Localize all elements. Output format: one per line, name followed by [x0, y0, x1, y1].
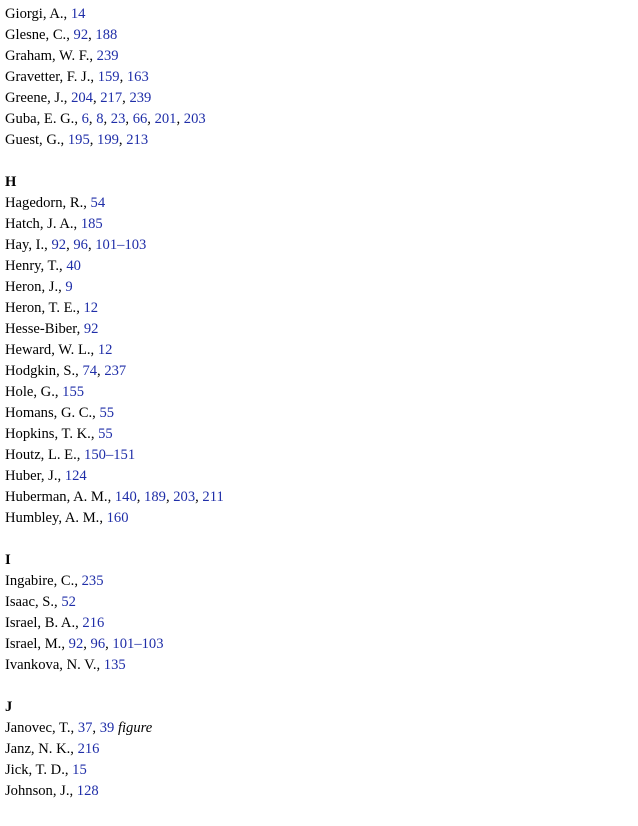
page-link[interactable]: 201 [154, 111, 177, 127]
page-link[interactable]: 40 [66, 258, 81, 274]
section-heading-i: I [5, 552, 11, 568]
page-link[interactable]: 124 [64, 468, 87, 484]
index-entry: Israel, M., 92, 96, 101–103 [5, 636, 164, 652]
page-link[interactable]: 37 [77, 720, 93, 736]
index-entry: Johnson, J., 128 [5, 783, 99, 799]
page-link[interactable]: 92 [83, 321, 99, 337]
page-link[interactable]: 96 [73, 237, 88, 253]
page-link[interactable]: 92 [51, 237, 67, 253]
page-link[interactable]: 235 [81, 573, 104, 589]
entry-name: Heron, T. E. [5, 300, 77, 316]
page-link[interactable]: 14 [70, 6, 86, 22]
index-entry: Ingabire, C., 235 [5, 573, 104, 589]
index-entry: Heron, J., 9 [5, 279, 73, 295]
entry-name: Hodgkin, S. [5, 363, 76, 379]
index-entry: Hodgkin, S., 74, 237 [5, 363, 127, 379]
entry-name: Janovec, T. [5, 720, 71, 736]
index-entry: Guba, E. G., 6, 8, 23, 66, 201, 203 [5, 111, 206, 127]
page-link[interactable]: 9 [65, 279, 73, 295]
entry-name: Homans, G. C. [5, 405, 93, 421]
entry-name: Huberman, A. M. [5, 489, 108, 505]
entry-name: Johnson, J. [5, 783, 70, 799]
page-link[interactable]: 160 [106, 510, 129, 526]
entry-name: Huber, J. [5, 468, 58, 484]
page-link[interactable]: 6 [81, 111, 89, 127]
page-link[interactable]: 54 [90, 195, 106, 211]
entry-name: Ivankova, N. V. [5, 657, 97, 673]
page-link[interactable]: 66 [132, 111, 148, 127]
page-link[interactable]: 199 [97, 132, 119, 148]
index-entry: Hatch, J. A., 185 [5, 216, 103, 232]
entry-name: Hesse-Biber [5, 321, 77, 337]
entry-name: Henry, T. [5, 258, 60, 274]
index-entry: Hole, G., 155 [5, 384, 85, 400]
index-entry: Graham, W. F., 239 [5, 48, 119, 64]
entry-name: Guba, E. G. [5, 111, 75, 127]
index-entry: Isaac, S., 52 [5, 594, 76, 610]
page-link[interactable]: 188 [95, 27, 118, 43]
page-link[interactable]: 8 [96, 111, 104, 127]
index-entry: Janovec, T., 37, 39 figure [5, 720, 153, 736]
entry-name: Jick, T. D. [5, 762, 65, 778]
index-entry: Hesse-Biber, 92 [5, 321, 99, 337]
index-entry: Giorgi, A., 14 [5, 6, 86, 22]
page-link[interactable]: 23 [110, 111, 126, 127]
page-link[interactable]: 92 [73, 27, 89, 43]
entry-name: Ingabire, C. [5, 573, 75, 589]
entry-name: Guest, G. [5, 132, 61, 148]
page-link[interactable]: 101–103 [95, 237, 147, 253]
page-link[interactable]: 128 [76, 783, 99, 799]
entry-name: Houtz, L. E. [5, 447, 77, 463]
page-link[interactable]: 74 [82, 363, 98, 379]
section-heading-j: J [5, 699, 13, 715]
index-entry: Homans, G. C., 55 [5, 405, 115, 421]
page-link[interactable]: 189 [144, 489, 166, 505]
entry-name: Hole, G. [5, 384, 55, 400]
entry-name: Glesne, C. [5, 27, 67, 43]
entry-name: Hagedorn, R. [5, 195, 84, 211]
index-entry: Heron, T. E., 12 [5, 300, 99, 316]
index-entry: Greene, J., 204, 217, 239 [5, 90, 152, 106]
page-link[interactable]: 159 [97, 69, 120, 85]
page-link[interactable]: 140 [114, 489, 137, 505]
page-link[interactable]: 55 [98, 426, 113, 442]
entry-name: Greene, J. [5, 90, 64, 106]
entry-name: Hay, I. [5, 237, 45, 253]
entry-name: Janz, N. K. [5, 741, 71, 757]
page-link[interactable]: 12 [83, 300, 99, 316]
page-link[interactable]: 135 [103, 657, 126, 673]
page-link[interactable]: 39 [99, 720, 115, 736]
entry-name: Heron, J. [5, 279, 59, 295]
entry-name: Graham, W. F. [5, 48, 90, 64]
page-link[interactable]: 55 [99, 405, 115, 421]
index-entry: Hagedorn, R., 54 [5, 195, 106, 211]
page-link[interactable]: 92 [68, 636, 84, 652]
index-entry: Humbley, A. M., 160 [5, 510, 129, 526]
page-link[interactable]: 239 [129, 90, 152, 106]
entry-name: Israel, B. A. [5, 615, 76, 631]
section-heading-h: H [5, 174, 17, 190]
page-link[interactable]: 195 [67, 132, 90, 148]
index-entry: Huber, J., 124 [5, 468, 87, 484]
page-link[interactable]: 12 [97, 342, 113, 358]
author-index [5, 4, 630, 802]
page-link[interactable]: 185 [80, 216, 103, 232]
index-entry: Glesne, C., 92, 188 [5, 27, 118, 43]
page-link[interactable]: 163 [126, 69, 149, 85]
page-link[interactable]: 216 [77, 741, 100, 757]
index-entry: Hopkins, T. K., 55 [5, 426, 113, 442]
page-link[interactable]: 101–103 [112, 636, 164, 652]
entry-name: Heward, W. L. [5, 342, 91, 358]
index-entry: Houtz, L. E., 150–151 [5, 447, 136, 463]
index-entry: Ivankova, N. V., 135 [5, 657, 126, 673]
index-entry: Jick, T. D., 15 [5, 762, 87, 778]
page-link[interactable]: 211 [202, 489, 224, 505]
index-entry: Guest, G., 195, 199, 213 [5, 132, 149, 148]
index-entry: Israel, B. A., 216 [5, 615, 105, 631]
page-link[interactable]: 216 [82, 615, 105, 631]
page-link[interactable]: 52 [61, 594, 76, 610]
entry-name: Hatch, J. A. [5, 216, 74, 232]
page-link[interactable]: 203 [173, 489, 196, 505]
page-link[interactable]: 155 [62, 384, 85, 400]
page-link[interactable]: 203 [183, 111, 206, 127]
index-entry: Gravetter, F. J., 159, 163 [5, 69, 149, 85]
page-link[interactable]: 239 [96, 48, 119, 64]
page-link[interactable]: 150–151 [84, 447, 136, 463]
entry-name: Hopkins, T. K. [5, 426, 91, 442]
entry-name: Humbley, A. M. [5, 510, 100, 526]
page-link[interactable]: 213 [126, 132, 149, 148]
page-link[interactable]: 96 [90, 636, 106, 652]
index-entry: Henry, T., 40 [5, 258, 81, 274]
index-entry: Janz, N. K., 216 [5, 741, 100, 757]
page-link[interactable]: 237 [104, 363, 127, 379]
page-link[interactable]: 15 [72, 762, 87, 778]
entry-name: Israel, M. [5, 636, 62, 652]
index-entry: Heward, W. L., 12 [5, 342, 113, 358]
entry-name: Giorgi, A. [5, 6, 64, 22]
index-entry: Huberman, A. M., 140, 189, 203, 211 [5, 489, 224, 505]
entry-note: figure [117, 720, 153, 736]
index-entry: Hay, I., 92, 96, 101–103 [5, 237, 147, 253]
page-link[interactable]: 204 [71, 90, 93, 106]
page-link[interactable]: 217 [100, 90, 123, 106]
entry-name: Gravetter, F. J. [5, 69, 91, 85]
entry-name: Isaac, S. [5, 594, 55, 610]
